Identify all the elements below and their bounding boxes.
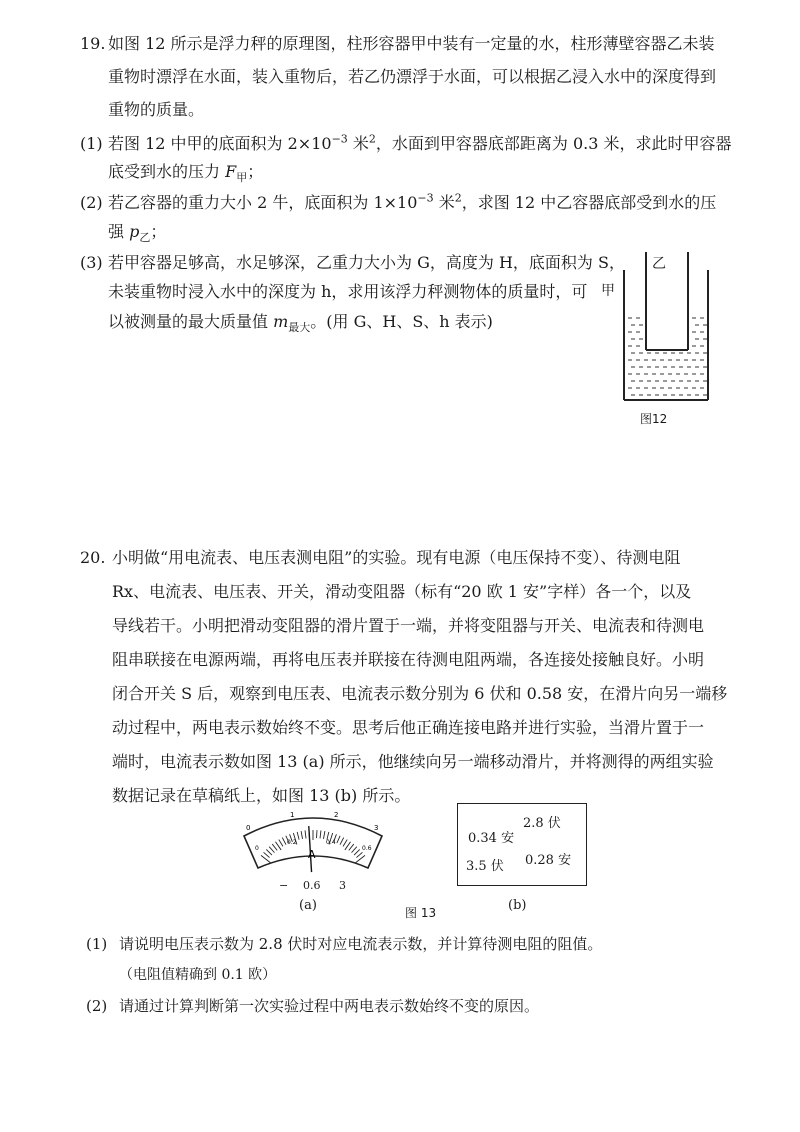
q19-part2-var-sub: 乙: [139, 231, 151, 245]
q19-intro-line-1: 如图 12 所示是浮力秤的原理图，柱形容器甲中装有一定量的水，柱形薄壁容器乙未装: [108, 34, 715, 53]
q19-part3-var-sub: 最大: [288, 321, 311, 335]
q19-part2-text-d: 强: [108, 222, 130, 241]
q19-part1-text-e: ；: [247, 162, 264, 181]
q19-part1-text-c: ，水面到甲容器底部距离为 0.3 米，求此时甲容器: [375, 134, 732, 153]
q19-part1-line-2: [108, 162, 264, 185]
figure-12-label-yi: 乙: [652, 256, 666, 272]
q19-part3-line-2: 未装重物时浸入水中的深度为 h，求用该浮力秤测物体的质量时，可: [108, 282, 588, 301]
q19-part3-label: (3): [80, 253, 103, 272]
ammeter-terminal-06: 0.6: [303, 879, 321, 892]
scale-bottom-0: 0: [255, 845, 259, 852]
q19-part2-unit: 米: [433, 193, 455, 212]
scale-top-2: 2: [334, 811, 339, 819]
figure-12-caption: 图12: [640, 412, 668, 426]
figure-13a-ammeter: [238, 806, 388, 878]
note-voltage-3-5: 3.5 伏: [466, 859, 504, 874]
note-current-0-28: 0.28 安: [525, 853, 572, 868]
q19-part2-line-2: [108, 222, 167, 245]
q19-intro-line-3: 重物的质量。: [108, 100, 205, 119]
scale-bottom-02: 0.2: [287, 839, 297, 846]
figure-13b-label: (b): [508, 898, 527, 913]
q20-body-line-8: 数据记录在草稿纸上，如图 13 (b) 所示。: [112, 786, 411, 805]
figure-13b-note-box: [457, 803, 587, 886]
q19-part3-text-b: 。(用 G、H、S、h 表示): [310, 312, 493, 331]
q20-part1-line-2: （电阻值精确到 0.1 欧）: [119, 967, 277, 983]
q19-part2-exponent: −3: [417, 191, 434, 205]
q20-part2-line-1: 请通过计算判断第一次实验过程中两电表示数始终不变的原因。: [119, 997, 540, 1015]
q20-body-line-2: Rx、电流表、电压表、开关，滑动变阻器（标有“20 欧 1 安”字样）各一个，以及: [112, 582, 692, 601]
q19-part2-text-a: 若乙容器的重力大小 2 牛，底面积为 1×10: [108, 193, 418, 212]
q20-number: 20.: [80, 548, 106, 567]
ammeter-terminal-3: 3: [339, 879, 346, 892]
figure-13a-label: (a): [299, 898, 317, 913]
q19-part1-text-d: 底受到水的压力: [108, 162, 226, 181]
q19-part2-square: 2: [454, 191, 462, 205]
scale-top-3: 3: [374, 824, 379, 832]
scale-top-1: 1: [290, 811, 295, 819]
q19-part1-exponent: −3: [331, 132, 348, 146]
q19-part3-line-3: [108, 312, 493, 335]
figure-12-label-jia: 甲: [601, 283, 615, 299]
q19-part2-text-e: ；: [150, 222, 167, 241]
q20-body-line-3: 导线若干。小明把滑动变阻器的滑片置于一端，并将变阻器与开关、电流表和待测电: [112, 616, 705, 635]
q19-number: 19.: [80, 34, 106, 53]
q20-body-line-4: 阻串联接在电源两端，再将电压表并联接在待测电阻两端，各连接处接触良好。小明: [112, 650, 705, 669]
q20-part1-label: (1): [86, 935, 108, 953]
q19-part1-unit: 米: [347, 134, 369, 153]
note-current-0-34: 0.34 安: [468, 831, 515, 846]
q20-body-line-5: 闭合开关 S 后，观察到电压表、电流表示数分别为 6 伏和 0.58 安，在滑片向另一端移: [112, 684, 728, 703]
ammeter-terminal-negative: −: [279, 879, 289, 892]
q20-part1-line-1: 请说明电压表示数为 2.8 伏时对应电流表示数，并计算待测电阻的阻值。: [119, 935, 603, 953]
q20-part2-label: (2): [86, 997, 108, 1015]
q20-body-line-7: 端时，电流表示数如图 13 (a) 所示，他继续向另一端移动滑片，并将测得的两组实验: [112, 752, 714, 771]
q19-part2-var: p: [129, 222, 140, 241]
q20-body-line-1: 小明做“用电流表、电压表测电阻”的实验。现有电源（电压保持不变）、待测电阻: [112, 548, 681, 567]
q19-part2-label: (2): [80, 193, 103, 212]
note-voltage-2-8: 2.8 伏: [523, 816, 561, 831]
scale-top-0: 0: [246, 824, 251, 832]
q19-part3-line-1: 若甲容器足够高，水足够深，乙重力大小为 G，高度为 H，底面积为 S，: [108, 253, 625, 272]
q19-part1-square: 2: [368, 132, 376, 146]
figure-13-caption: 图 13: [405, 906, 437, 920]
q19-intro-line-2: 重物时漂浮在水面，装入重物后，若乙仍漂浮于水面，可以根据乙浸入水中的深度得到: [108, 67, 717, 86]
q19-part1-line-1: [108, 134, 732, 154]
q19-part1-var-sub: 甲: [236, 171, 248, 185]
q19-part1-var: F: [225, 162, 237, 181]
q20-body-line-6: 动过程中，两电表示数始终不变。思考后他正确连接电路并进行实验，当滑片置于一: [112, 718, 705, 737]
q19-part3-var: m: [273, 312, 289, 331]
q19-part1-text-a: 若图 12 中甲的底面积为 2×10: [108, 134, 332, 153]
q19-part2-line-1: [108, 193, 716, 213]
ammeter-unit-letter: A: [308, 848, 316, 861]
scale-bottom-06: 0.6: [362, 845, 372, 852]
q19-part3-text-a: 以被测量的最大质量值: [108, 312, 274, 331]
scale-bottom-04: 0.4: [326, 839, 336, 846]
q19-part2-text-c: ，求图 12 中乙容器底部受到水的压: [461, 193, 717, 212]
q19-part1-label: (1): [80, 134, 103, 153]
